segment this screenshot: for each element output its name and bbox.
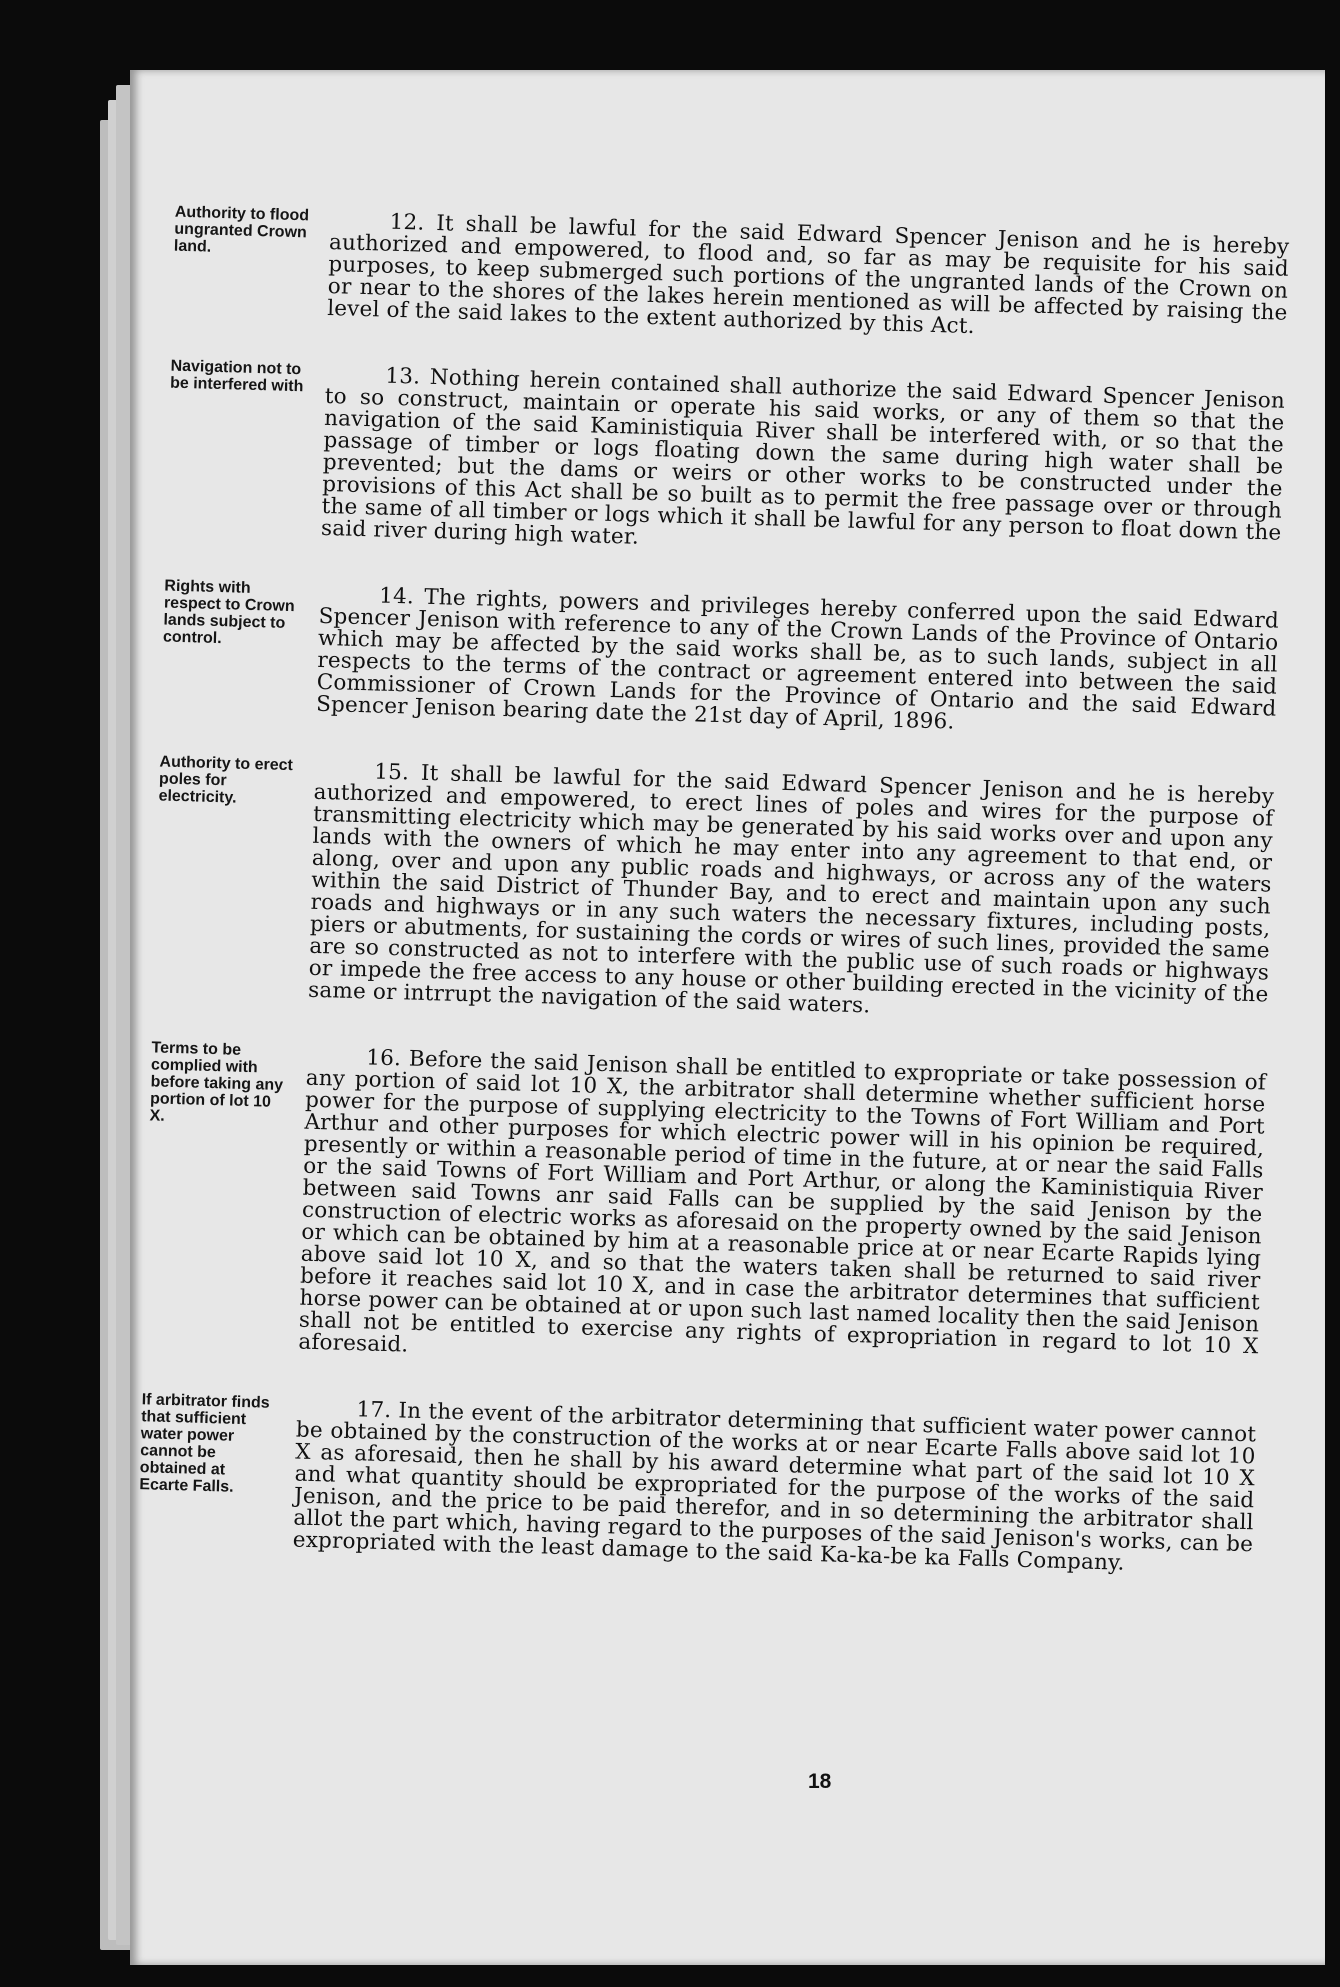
margin-note: If arbitrator finds that sufficient water power cannot be obtained at Ecarte Falls. <box>139 1391 270 1496</box>
margin-note: Authority to flood ungranted Crown land. <box>173 203 310 256</box>
margin-note: Navigation not to be interfered with <box>169 357 304 396</box>
section-text: 13. Nothing herein contained shall authorize the said Edward Spencer Jenison to so construct, maintain or operate his said works, or any of them so that the navigation of the said Kaministiquia River shall be interfered with, or so that the passage of timber or logs floating down the same during high water shall be prevented; but the dams or weirs or other works to be constructed under the provisions of this Act shall be so built as to permit the free passage over or through the same of all timber or logs which it shall be lawful for any person to float down the said river during high water. <box>320 363 1286 550</box>
margin-note: Rights with respect to Crown lands subject to control. <box>162 577 295 648</box>
section-text: 12. It shall be lawful for the said Edward Spencer Jenison and he is hereby authorized and empowered, to flood and, so far as may be requisite for his said purposes, to keep submerged such portions of the ungranted lands of the Crown on or near to the shores of the lakes herein mentioned as will be affected by raising the level of the said lakes to the extent authorized by this Act. <box>326 209 1290 340</box>
section-12 <box>173 203 1290 347</box>
margin-note: Authority to erect poles for electricity. <box>158 753 294 807</box>
section-text: 17. In the event of the arbitrator determining that sufficient water power cannot be obtained by the construction of the works at or near Ecarte Falls above said lot 10 X as aforesaid, then he shall by his award determine what part of the said lot 10 X and what quantity should be expropriated for the purpose of the works of the said Jenison, and the price to be paid therefor, and in so determining the arbitrator shall allot the part which, having regard to the purposes of the said Jenison's works, can be expropriated with the least damage to the said Ka-ka-be ka Falls Company. <box>292 1397 1257 1576</box>
section-text: 16. Before the said Jenison shall be entitled to expropriate or take possession of any portion of said lot 10 X, the arbitrator shall determine whether sufficient horse power for the purpose of supplying electricity to the Towns of Fort William and Port Arthur and other purposes for which electric power will in his opinion be required, presently or within a reasonable period of time in the future, at or near the said Falls or the said Towns of Fort William and Port Arthur, or along the Kaministiquia River between said Towns anr said Falls can be supplied by the said Jenison by the construction of electric works as aforesaid on the property owned by the said Jenison or which can be obtained by him at a reasonable price at or near Ecarte Rapids lying above said lot 10 X, and so that the waters taken shall be returned to said river before it reaches said lot 10 X, and in case the arbitrator determines that sufficient horse power can be obtained at or upon such last named locality then the said Jenison shall not be entitled to exercise any rights of expropriation in regard to lot 10 X aforesaid. <box>298 1045 1267 1360</box>
section-15 <box>158 753 1275 1029</box>
section-14 <box>162 577 1280 743</box>
page-number: 18 <box>808 1770 832 1793</box>
margin-note: Terms to be complied with before taking any portion of lot 10 X. <box>149 1039 284 1125</box>
section-text: 14. The rights, powers and privileges hereby conferred upon the said Edward Spencer Jenison with reference to any of the Crown Lands of the Province of Ontario which may be affected by the said works shall be, as to such lands, subject in all respects to the terms of the contract or agreement entered into between the said Commissioner of Crown Lands for the Province of Ontario and the said Edward Spencer Jenison bearing date the 21st day of April, 1896. <box>315 583 1280 735</box>
section-text: 15. It shall be lawful for the said Edward Spencer Jenison and he is hereby authorized and empowered, to erect lines of poles and wires for the purpose of transmitting electricity which may be generated by his said works over and upon any lands with the owners of which he may enter into any agreement to that end, or along, over and upon any public roads and highways, or across any of the waters within the said District of Thunder Bay, and to erect and maintain upon any such roads and highways or in any such waters the necessary fixtures, including posts, piers or abutments, for sustaining the cords or wires of such lines, provided the same are so constructed as not to interfere with the public use of such roads or highways or impede the free access to any house or other building erected in the vicinity of the same or intrrupt the navigation of the said waters. <box>307 759 1275 1019</box>
page-content <box>139 203 1290 1622</box>
section-16 <box>149 1039 1267 1381</box>
section-17 <box>139 1391 1257 1579</box>
section-13 <box>169 357 1286 567</box>
